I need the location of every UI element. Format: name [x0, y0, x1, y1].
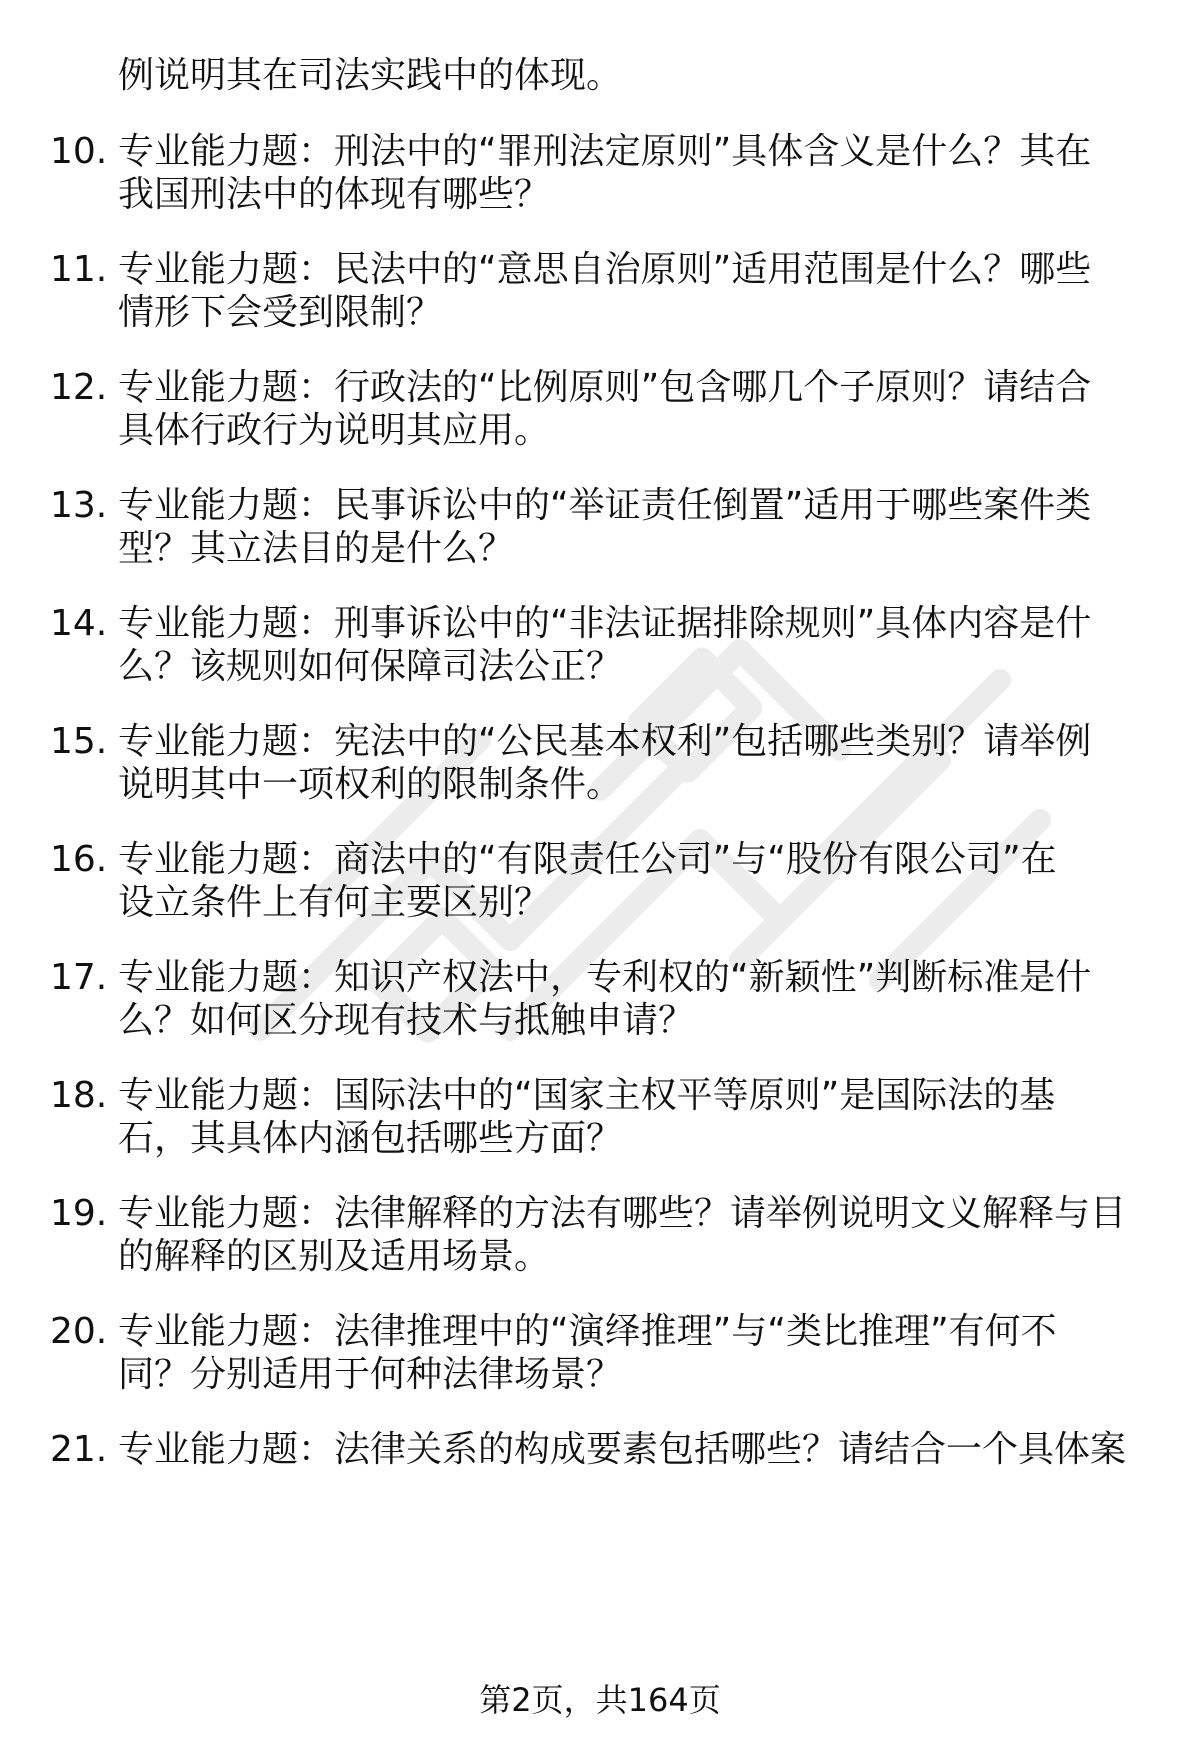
- question-text-line: 专业能力题：刑事诉讼中的“非法证据排除规则”具体内容是什: [118, 603, 1092, 644]
- question-number: 16.: [50, 839, 108, 880]
- question-text-line: 么？该规则如何保障司法公正？: [118, 646, 623, 687]
- question-text-line: 专业能力题：法律关系的构成要素包括哪些？请结合一个具体案: [118, 1429, 1127, 1470]
- question-text-line: 型？其立法目的是什么？: [118, 528, 515, 569]
- question-number: 19.: [50, 1193, 108, 1234]
- question-text-line: 同？分别适用于何种法律场景？: [118, 1354, 623, 1395]
- question-text-line: 具体行政行为说明其应用。: [118, 410, 551, 451]
- question-text-line: 石，其具体内涵包括哪些方面？: [118, 1118, 623, 1159]
- question-number: 10.: [50, 131, 108, 172]
- question-text-line: 专业能力题：法律解释的方法有哪些？请举例说明文义解释与目: [118, 1193, 1127, 1234]
- question-number: 17.: [50, 957, 108, 998]
- question-text-line: 专业能力题：知识产权法中，专利权的“新颖性”判断标准是什: [118, 957, 1092, 998]
- question-number: 18.: [50, 1075, 108, 1116]
- question-text-line: 的解释的区别及适用场景。: [118, 1236, 551, 1277]
- question-text-line: 专业能力题：民事诉讼中的“举证责任倒置”适用于哪些案件类: [118, 485, 1092, 526]
- continuation-text: 例说明其在司法实践中的体现。: [118, 55, 623, 96]
- question-text-line: 专业能力题：宪法中的“公民基本权利”包括哪些类别？请举例: [118, 721, 1092, 762]
- question-number: 15.: [50, 721, 108, 762]
- question-text-line: 专业能力题：商法中的“有限责任公司”与“股份有限公司”在: [118, 839, 1057, 880]
- question-text-line: 么？如何区分现有技术与抵触申请？: [118, 1000, 695, 1041]
- question-text-line: 专业能力题：刑法中的“罪刑法定原则”具体含义是什么？其在: [118, 131, 1092, 172]
- question-text-line: 专业能力题：法律推理中的“演绎推理”与“类比推理”有何不: [118, 1311, 1057, 1352]
- question-text-line: 我国刑法中的体现有哪些？: [118, 174, 551, 215]
- question-number: 21.: [50, 1429, 108, 1470]
- question-number: 13.: [50, 485, 108, 526]
- question-number: 14.: [50, 603, 108, 644]
- question-number: 20.: [50, 1311, 108, 1352]
- question-text-line: 专业能力题：国际法中的“国家主权平等原则”是国际法的基: [118, 1075, 1056, 1116]
- question-number: 11.: [50, 249, 108, 290]
- question-text-line: 说明其中一项权利的限制条件。: [118, 764, 623, 805]
- question-text-line: 设立条件上有何主要区别？: [118, 882, 551, 923]
- question-text-line: 情形下会受到限制？: [118, 292, 443, 333]
- question-text-line: 专业能力题：行政法的“比例原则”包含哪几个子原则？请结合: [118, 367, 1092, 408]
- question-number: 12.: [50, 367, 108, 408]
- page-footer: 第2页，共164页: [479, 1681, 721, 1719]
- question-text-line: 专业能力题：民法中的“意思自治原则”适用范围是什么？哪些: [118, 249, 1092, 290]
